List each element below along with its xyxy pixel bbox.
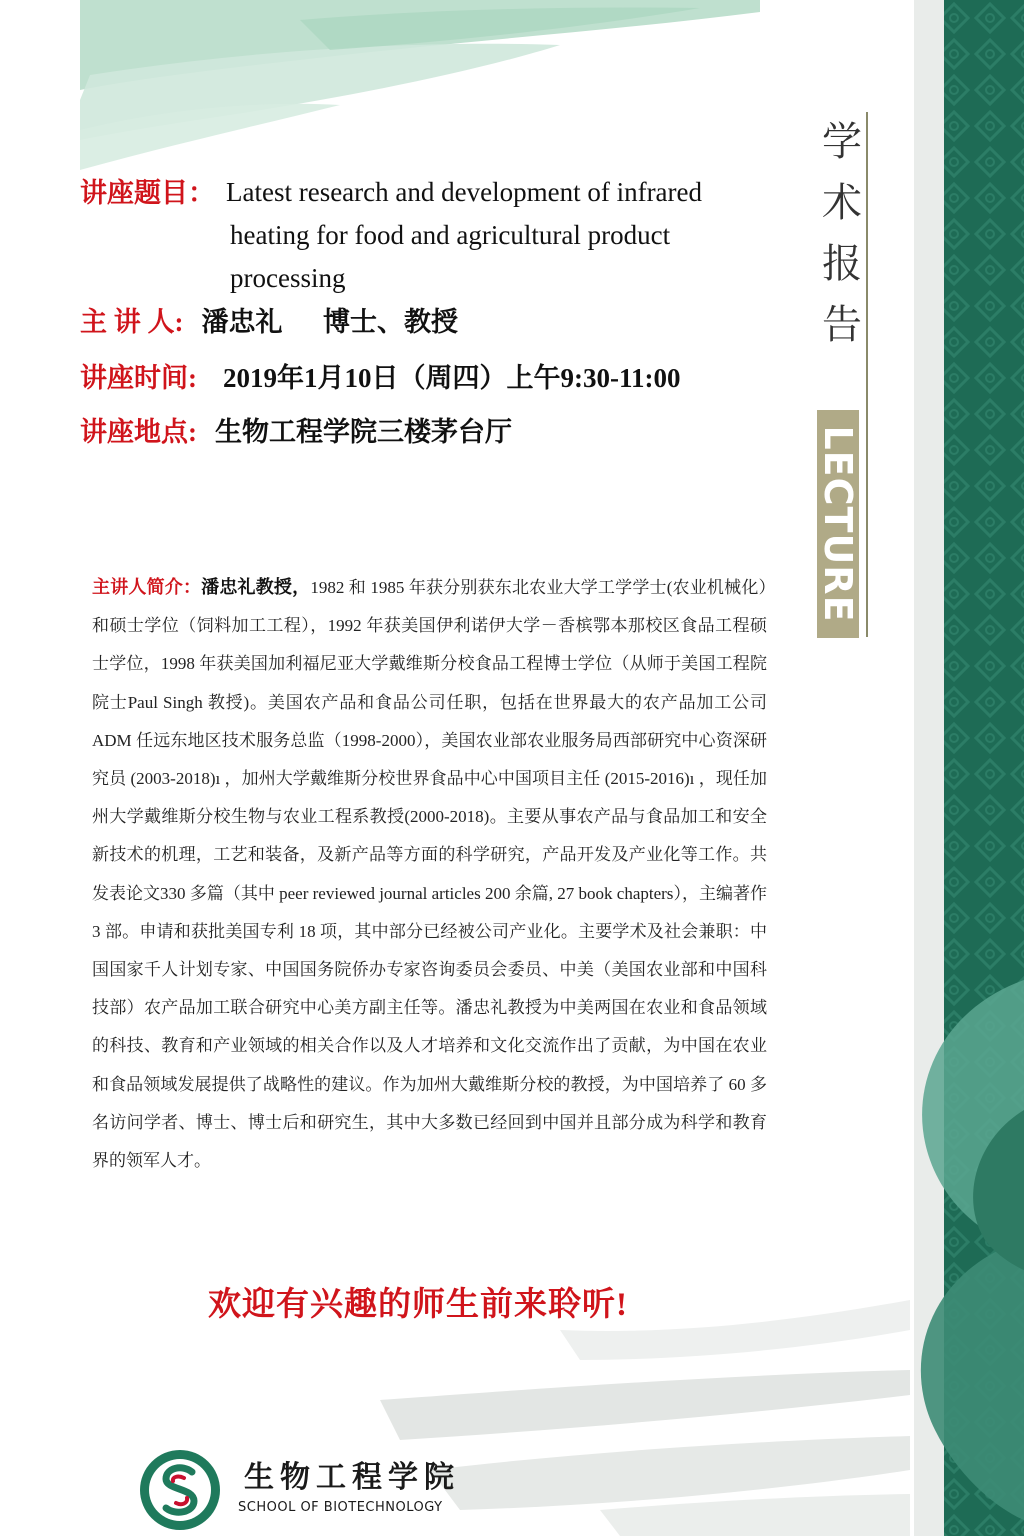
welcome-message: 欢迎有兴趣的师生前来聆听! (208, 1287, 628, 1323)
bio-label: 主讲人简介： (92, 577, 202, 597)
speaker-row (80, 300, 458, 339)
topic-line-1: Latest research and development of infrared (226, 177, 703, 207)
topic-label: 讲座题目： (80, 178, 215, 208)
bio-name: 潘忠礼教授， (201, 577, 311, 597)
topic-row (80, 171, 703, 293)
speaker-value: 潘忠礼 博士、教授 (201, 307, 458, 337)
vertical-title (820, 112, 864, 356)
vertical-divider (866, 112, 868, 637)
time-label: 讲座时间: (80, 363, 197, 393)
school-name-cn: 生物工程学院 (244, 1460, 460, 1495)
vertical-title-char: 术 (822, 180, 862, 226)
time-value: 2019年1月10日（周四）上午9:30-11:00 (223, 363, 681, 393)
topic-line-3: processing (230, 263, 346, 293)
venue-row (80, 410, 512, 449)
speaker-label: 主 讲 人: (80, 307, 184, 337)
time-row (80, 356, 680, 395)
school-name-en: SCHOOL OF BIOTECHNOLOGY (238, 1500, 443, 1515)
topic-line-2: heating for food and agricultural product (230, 220, 671, 250)
school-logo-icon (138, 1448, 222, 1532)
vertical-title-char: 学 (822, 119, 862, 165)
venue-value: 生物工程学院三楼茅台厅 (215, 417, 512, 447)
lecture-word: LECTURE (816, 425, 860, 623)
bio-text: 1982 和 1985 年获分别获东北农业大学工学学士(农业机械化）和硕士学位（饲料加工工程），1992 年获美国伊利诺伊大学－香槟鄂本那校区食品工程硕士学位，1998 年获美国加利福尼亚大学戴维斯分校食品工程博士学位（从师于美国工程院院士Paul Singh 教授)。美国农产品和食品公司任职，包括在世界最大的农产品加工公司 ADM 任远东地区技术服务总监（1998-2000），美国农业部农业服务局西部研究中心资深研究员 (2003-2018)ı ，加州大学戴维斯分校世界食品中心中国项目主任 (2015-2016)ı ，现任加州大学戴维斯分校生物与农业工程系教授(2000-2018)。主要从事农产品与食品加工和安全新技术的机理，工艺和装备，及新产品等方面的科学研究，产品开发及产业化等工作。共发表论文330 多篇（其中 peer reviewed journal articles 200 余篇, 27 book chapters），主编著作 3 部。申请和获批美国专利 18 项，其中部分已经被公司产业化。主要学术及社会兼职：中国国家千人计划专家、中国国务院侨办专家咨询委员会委员、中美（美国农业部和中国科技部）农产品加工联合研究中心美方副主任等。潘忠礼教授为中美两国在农业和食品领域的科技、教育和产业领域的相关合作以及人才培养和文化交流作出了贡献，为中国在农业和食品领域发展提供了战略性的建议。作为加州大戴维斯分校的教授，为中国培养了 60 多名访问学者、博士、博士后和研究生，其中大多数已经回到中国并且部分成为科学和教育界的领军人才。 (92, 578, 768, 1171)
vertical-title-char: 告 (822, 302, 862, 348)
speaker-bio (92, 568, 767, 1180)
vertical-title-char: 报 (822, 241, 862, 287)
venue-label: 讲座地点: (80, 417, 197, 447)
